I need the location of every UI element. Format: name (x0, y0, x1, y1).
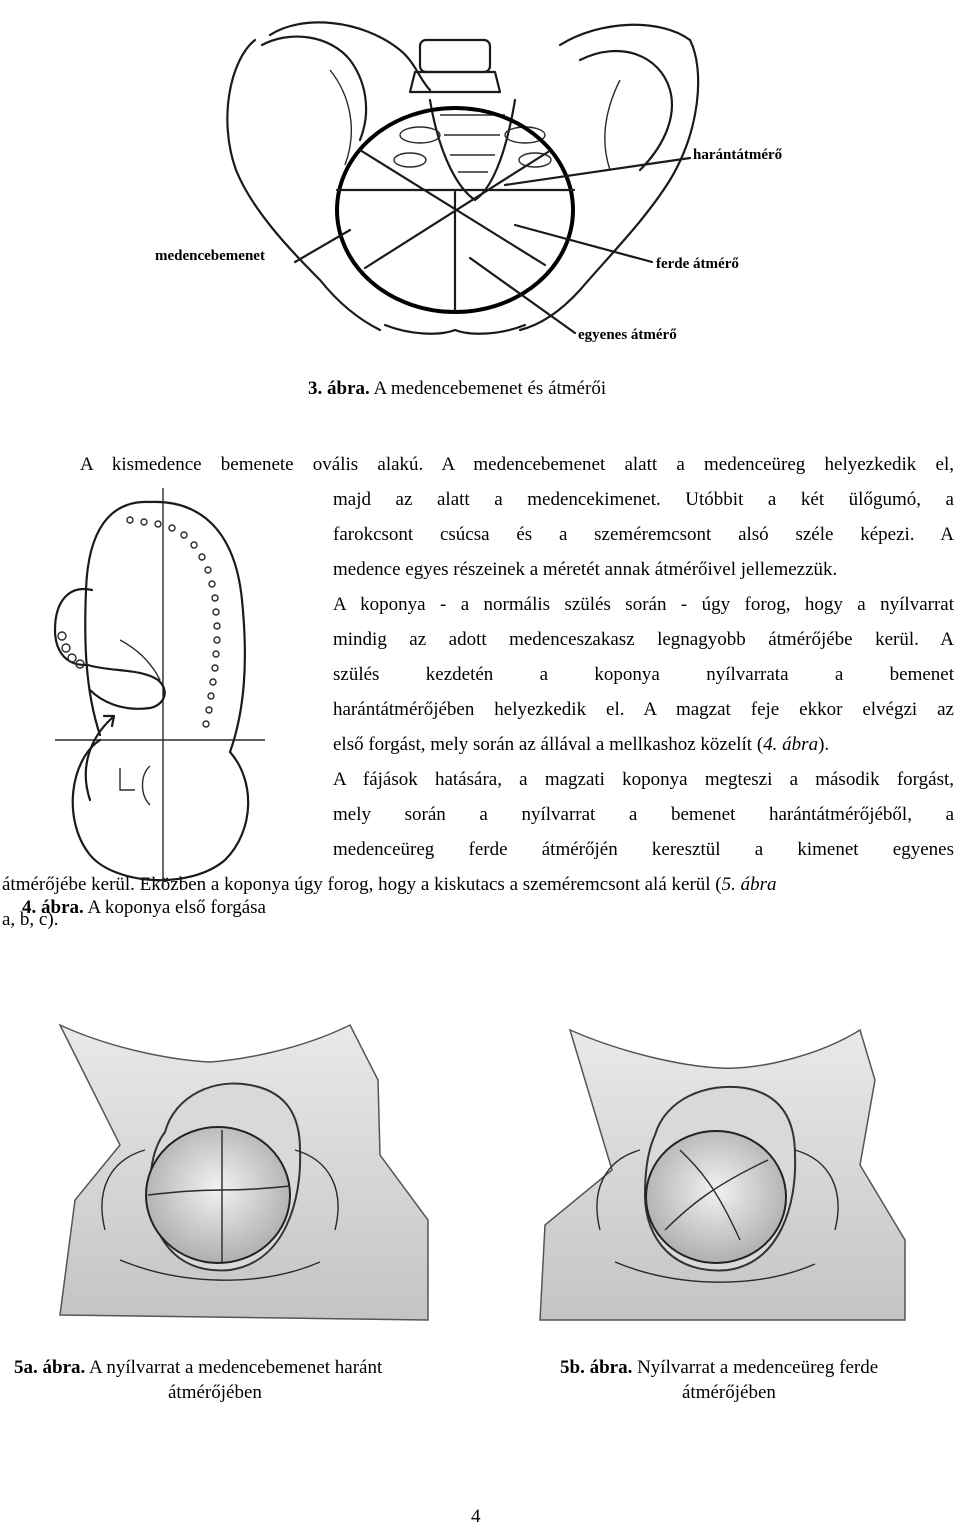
figure-reference: 4. ábra (763, 734, 819, 755)
figure-5b-caption-line2: átmérőjében (682, 1382, 776, 1403)
text-line: A kismedence bemenete ovális alakú. A medencebemenet alatt a medenceüreg helyezkedik el, (80, 454, 954, 475)
figure-5a-caption-line2: átmérőjében (168, 1382, 262, 1403)
label-oblique-diameter: ferde átmérő (656, 256, 739, 272)
text-fragment: első forgást, mely során az állával a mellkashoz közelít ( (333, 734, 764, 755)
figure-3-caption-text: A medencebemenet és átmérői (369, 378, 607, 399)
figure-5b-caption-text: Nyílvarrat a medenceüreg ferde (632, 1357, 879, 1378)
text-fragment: átmérőjébe kerül. Eközben a koponya úgy forog, hogy a kiskutacs a szeméremcsont alá kerül ( (2, 874, 722, 895)
text-line: A fájások hatására, a magzati koponya megteszi a második forgást, (333, 769, 954, 790)
figure-5b-caption (560, 1357, 878, 1379)
figure-4-caption-number: 4. ábra. (22, 897, 84, 918)
page-number: 4 (471, 1506, 481, 1527)
text-line: harántátmérőjében helyezkedik el. A magzat feje ekkor elvégzi az (333, 699, 954, 720)
text-line: szülés kezdetén a koponya nyílvarrata a bemenet (333, 664, 954, 685)
text-line: medenceüreg ferde átmérőjén keresztül a kimenet egyenes (333, 839, 954, 860)
figure-reference: 5. ábra (721, 874, 777, 895)
label-straight-diameter: egyenes átmérő (578, 327, 677, 343)
figure-4-caption-text: A koponya első forgása (83, 897, 266, 918)
figure-3-caption-number: 3. ábra. (308, 378, 370, 399)
text-line: a, b, c). (2, 909, 59, 930)
text-fragment: ). (818, 734, 830, 755)
figure-5a-caption-text: A nyílvarrat a medencebemenet haránt (85, 1357, 383, 1378)
text-line: farokcsont csúcsa és a szeméremcsont alsó széle képezi. A (333, 524, 954, 545)
text-line: medence egyes részeinek a méretét annak átmérőivel jellemezzük. (333, 559, 838, 580)
figure-5b-caption-number: 5b. ábra. (560, 1357, 633, 1378)
text-line: mindig az adott medenceszakasz legnagyobb átmérőjébe kerül. A (333, 629, 954, 650)
text-line: mely során a nyílvarrat a bemenet harántátmérőjéből, a (333, 804, 954, 825)
figure-5a-caption-number: 5a. ábra. (14, 1357, 86, 1378)
text-line: A koponya - a normális szülés során - úgy forog, hogy a nyílvarrat (333, 594, 954, 615)
label-pelvic-inlet: medencebemenet (155, 248, 265, 264)
label-transverse-diameter: harántátmérő (693, 147, 783, 163)
text-line: majd az alatt a medencekimenet. Utóbbit a két ülőgumó, a (333, 489, 954, 510)
